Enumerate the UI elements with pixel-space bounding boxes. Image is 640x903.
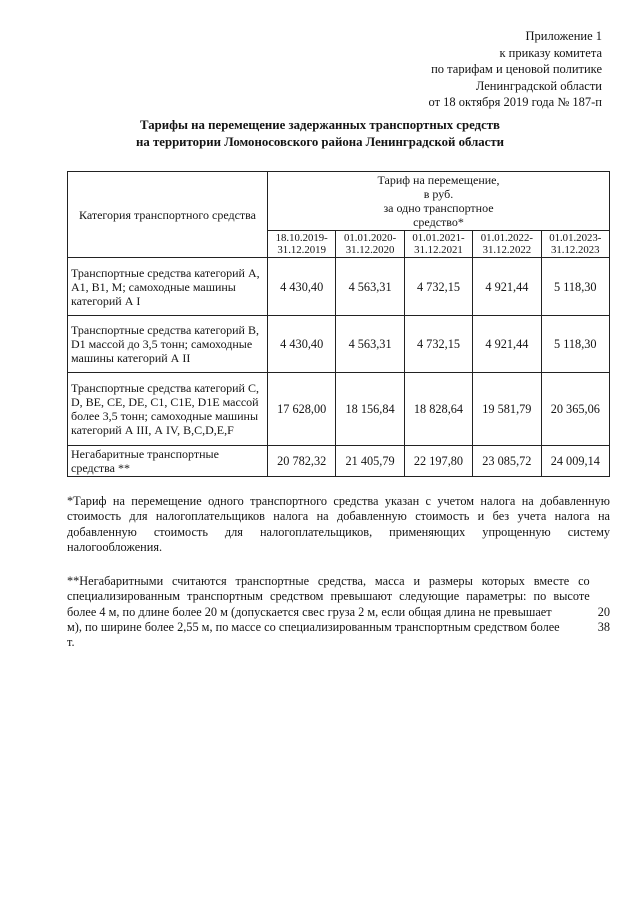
appendix-line-2: к приказу комитета (499, 45, 602, 60)
vat-footnote: *Тариф на перемещение одного транспортного средства указан с учетом налога на добавленную стоимость для налогоплательщиков налога на добавленную стоимость и без учета налога на добавленную стоимость для налогоплательщиков, применяющих упрощенную систему налогообложения. (67, 494, 610, 554)
tariff-value-cell: 18 156,84 (336, 373, 404, 446)
period-to: 31.12.2022 (482, 244, 532, 256)
tariff-value-cell: 4 430,40 (268, 258, 336, 316)
period-from: 18.10.2019- (275, 232, 328, 244)
table-row (68, 258, 610, 316)
tariff-header-line: средство* (413, 215, 464, 229)
tariff-value-cell: 20 365,06 (541, 373, 609, 446)
tariff-value-cell: 4 732,15 (404, 258, 472, 316)
appendix-line-5: от 18 октября 2019 года № 187-п (428, 95, 602, 109)
tariff-value-cell: 4 430,40 (268, 316, 336, 373)
tariff-value-cell: 4 732,15 (404, 316, 472, 373)
footnote-number: 38 (597, 619, 610, 634)
tariff-value-cell: 24 009,14 (541, 446, 609, 477)
period-to: 31.12.2019 (277, 244, 326, 256)
period-from: 01.01.2020- (343, 232, 397, 244)
footnote-text: т. (67, 635, 75, 650)
appendix-header (342, 28, 602, 111)
tariff-header-line: за одно транспортное (383, 201, 494, 215)
title-line-1: Тарифы на перемещение задержанных транспортных средств (140, 118, 500, 132)
tariff-value-cell: 21 405,79 (336, 446, 404, 477)
table-header-row (68, 172, 610, 231)
appendix-line-3: по тарифам и ценовой политике (431, 62, 602, 76)
category-cell: Транспортные средства категорий B, D1 массой до 3,5 тонн; самоходные машины категорий А II (68, 316, 268, 373)
footnote-line (67, 620, 610, 635)
period-header (473, 231, 541, 258)
period-header (541, 231, 609, 258)
tariff-value-cell: 4 921,44 (473, 258, 541, 316)
footnote-number: 20 (597, 604, 610, 619)
table-row (68, 373, 610, 446)
tariff-value-cell: 4 563,31 (336, 258, 404, 316)
tariff-header-line: Тариф на перемещение, (377, 173, 500, 187)
tariff-value-cell: 18 828,64 (404, 373, 472, 446)
period-to: 31.12.2023 (550, 244, 600, 256)
tariff-table (67, 171, 610, 477)
footnote-text: м), по ширине более 2,55 м, по массе со специализированным транспортным средством более (67, 619, 560, 634)
tariff-value-cell: 5 118,30 (541, 258, 609, 316)
tariff-value-cell: 17 628,00 (268, 373, 336, 446)
category-column-header: Категория транспортного средства (68, 172, 268, 258)
period-header (404, 231, 472, 258)
tariff-value-cell: 4 563,31 (336, 316, 404, 373)
period-header (268, 231, 336, 258)
tariff-value-cell: 20 782,32 (268, 446, 336, 477)
period-from: 01.01.2021- (412, 232, 465, 244)
oversize-footnote (67, 574, 610, 650)
period-from: 01.01.2023- (549, 232, 602, 244)
tariff-column-header (268, 172, 610, 231)
category-cell: Транспортные средства категорий А, А1, В1, М; самоходные машины категорий А I (68, 258, 268, 316)
footnote-text: **Негабаритными считаются транспортные средства, масса и размеры которых вместе со специализированным транспортным средством превышают следующие параметры: по высоте более 4 м, по длине более 20 м (допускается свес груза 2 м, если общая длина не превышает (67, 574, 590, 619)
period-to: 31.12.2020 (345, 244, 395, 256)
title-line-2: на территории Ломоносовского района Ленинградской области (136, 135, 504, 149)
appendix-line-4: Ленинградской области (475, 78, 602, 93)
appendix-line-1: Приложение 1 (525, 29, 602, 43)
footnote-line (67, 574, 610, 620)
period-header (336, 231, 404, 258)
document-title (60, 117, 580, 151)
period-to: 31.12.2021 (414, 244, 463, 256)
category-cell: Транспортные средства категорий C, D, BE, CE, DE, C1, C1E, D1E массой более 3,5 тонн; самоходные машины категорий А III, А IV, B,C,D,E,F (68, 373, 268, 446)
table-row (68, 316, 610, 373)
tariff-value-cell: 19 581,79 (473, 373, 541, 446)
tariff-value-cell: 4 921,44 (473, 316, 541, 373)
tariff-value-cell: 23 085,72 (473, 446, 541, 477)
table-row (68, 446, 610, 477)
tariff-value-cell: 5 118,30 (541, 316, 609, 373)
period-from: 01.01.2022- (480, 232, 533, 244)
category-cell: Негабаритные транспортные средства ** (68, 446, 268, 477)
tariff-value-cell: 22 197,80 (404, 446, 472, 477)
tariff-header-line: в руб. (423, 187, 454, 201)
